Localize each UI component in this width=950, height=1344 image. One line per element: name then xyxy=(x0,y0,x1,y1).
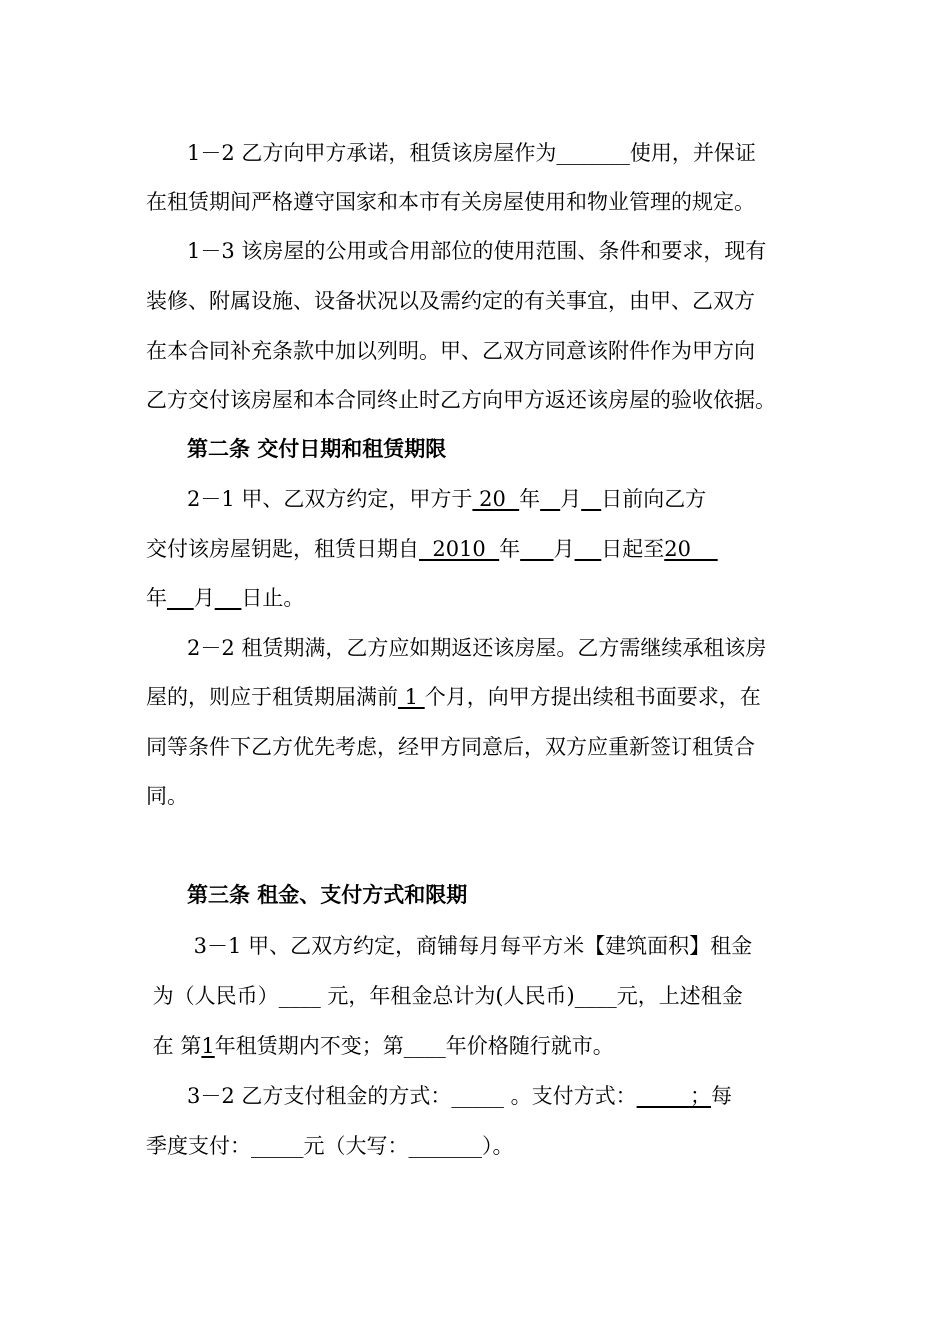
clause-2-2-line3: 同等条件下乙方优先考虑，经甲方同意后，双方应重新签订租赁合 xyxy=(146,735,755,759)
clause-2-1-line1 xyxy=(187,484,706,514)
clause-1-3-line1: 1－3 该房屋的公用或合用部位的使用范围、条件和要求，现有 xyxy=(187,239,767,263)
field-year-count: 1 xyxy=(201,1034,215,1058)
blank-usage: _______ xyxy=(556,141,630,165)
text: 个月，向甲方提出续租书面要求，在 xyxy=(424,685,761,709)
clause-1-3-line2: 装修、附属设施、设备状况以及需约定的有关事宜，由甲、乙双方 xyxy=(146,289,755,313)
text: 月 xyxy=(193,586,215,610)
clause-1-3-line4: 乙方交付该房屋和本合同终止时乙方向甲方返还该房屋的验收依据。 xyxy=(146,388,776,412)
text: 季度支付： xyxy=(146,1134,251,1158)
text: 交付该房屋钥匙，租赁日期自 xyxy=(146,537,419,561)
clause-3-1-line1: 3－1 甲、乙双方约定，商铺每月每平方米【建筑面积】租金 xyxy=(187,934,753,958)
text: 年租赁期内不变；第 xyxy=(214,1034,404,1058)
text: 每 xyxy=(711,1084,732,1108)
field-payment-type: ； xyxy=(636,1084,711,1108)
text: 日前向乙方 xyxy=(601,487,707,511)
text: 年价格随行就市。 xyxy=(445,1034,614,1058)
text: 元（大写： xyxy=(303,1134,409,1158)
clause-2-2-line4: 同。 xyxy=(146,784,188,808)
clause-3-1-line2 xyxy=(146,981,743,1011)
field-year: 20 xyxy=(472,487,520,511)
text: 元，年租金总计为(人民币) xyxy=(320,984,575,1008)
field-month xyxy=(540,487,560,511)
clause-2-2-line1: 2－2 租赁期满，乙方应如期返还该房屋。乙方需继续承租该房 xyxy=(187,636,767,660)
text: 年 xyxy=(519,487,541,511)
field-end-day xyxy=(215,586,242,610)
text: 年 xyxy=(146,586,167,610)
text: 3－2 乙方支付租金的方式： xyxy=(187,1084,452,1108)
text: 在 第 xyxy=(146,1034,202,1058)
clause-2-1-line3 xyxy=(146,583,304,613)
field-day xyxy=(581,487,601,511)
blank-annual-rent: ____ xyxy=(574,984,617,1008)
clause-3-2-line1 xyxy=(187,1081,732,1111)
text: 2－1 甲、乙双方约定，甲方于 xyxy=(187,487,473,511)
blank-monthly-rent: ____ xyxy=(278,984,321,1008)
text: ）。 xyxy=(482,1134,514,1158)
text: 日止。 xyxy=(241,586,305,610)
text: 。支付方式： xyxy=(503,1084,637,1108)
text: 年 xyxy=(499,537,521,561)
clause-2-2-line2 xyxy=(146,682,761,712)
blank-amount-in-words: _______ xyxy=(408,1134,482,1158)
field-end-month xyxy=(167,586,194,610)
text: 1－2 乙方向甲方承诺，租赁该房屋作为 xyxy=(187,141,557,165)
clause-1-3-line3: 在本合同补充条款中加以列明。甲、乙双方同意该附件作为甲方向 xyxy=(146,339,755,363)
text: 使用，并保证 xyxy=(629,141,756,165)
text: 月 xyxy=(553,537,575,561)
clause-3-2-line2 xyxy=(146,1131,514,1161)
blank-payment-method: _____ xyxy=(451,1084,504,1108)
text: 月 xyxy=(560,487,582,511)
clause-1-2-line1 xyxy=(187,138,756,168)
blank-quarterly-amount: _____ xyxy=(251,1134,304,1158)
field-months: 1 xyxy=(398,685,425,709)
clause-3-1-line3 xyxy=(146,1031,614,1061)
text: 为（人民币） xyxy=(146,984,279,1008)
text: 元，上述租金 xyxy=(616,984,743,1008)
field-start-month xyxy=(520,537,553,561)
clause-1-2-line2: 在租赁期间严格遵守国家和本市有关房屋使用和物业管理的规定。 xyxy=(146,190,755,214)
clause-2-1-line2 xyxy=(146,534,718,564)
text: 日起至 xyxy=(601,537,665,561)
field-start-year: 2010 xyxy=(419,537,500,561)
blank-year: ____ xyxy=(403,1034,446,1058)
text: 屋的，则应于租赁期届满前 xyxy=(146,685,398,709)
article-2-heading: 第二条 交付日期和租赁期限 xyxy=(187,437,447,461)
field-end-year: 20 xyxy=(664,537,718,561)
article-3-heading: 第三条 租金、支付方式和限期 xyxy=(187,883,468,907)
field-start-day xyxy=(575,537,602,561)
